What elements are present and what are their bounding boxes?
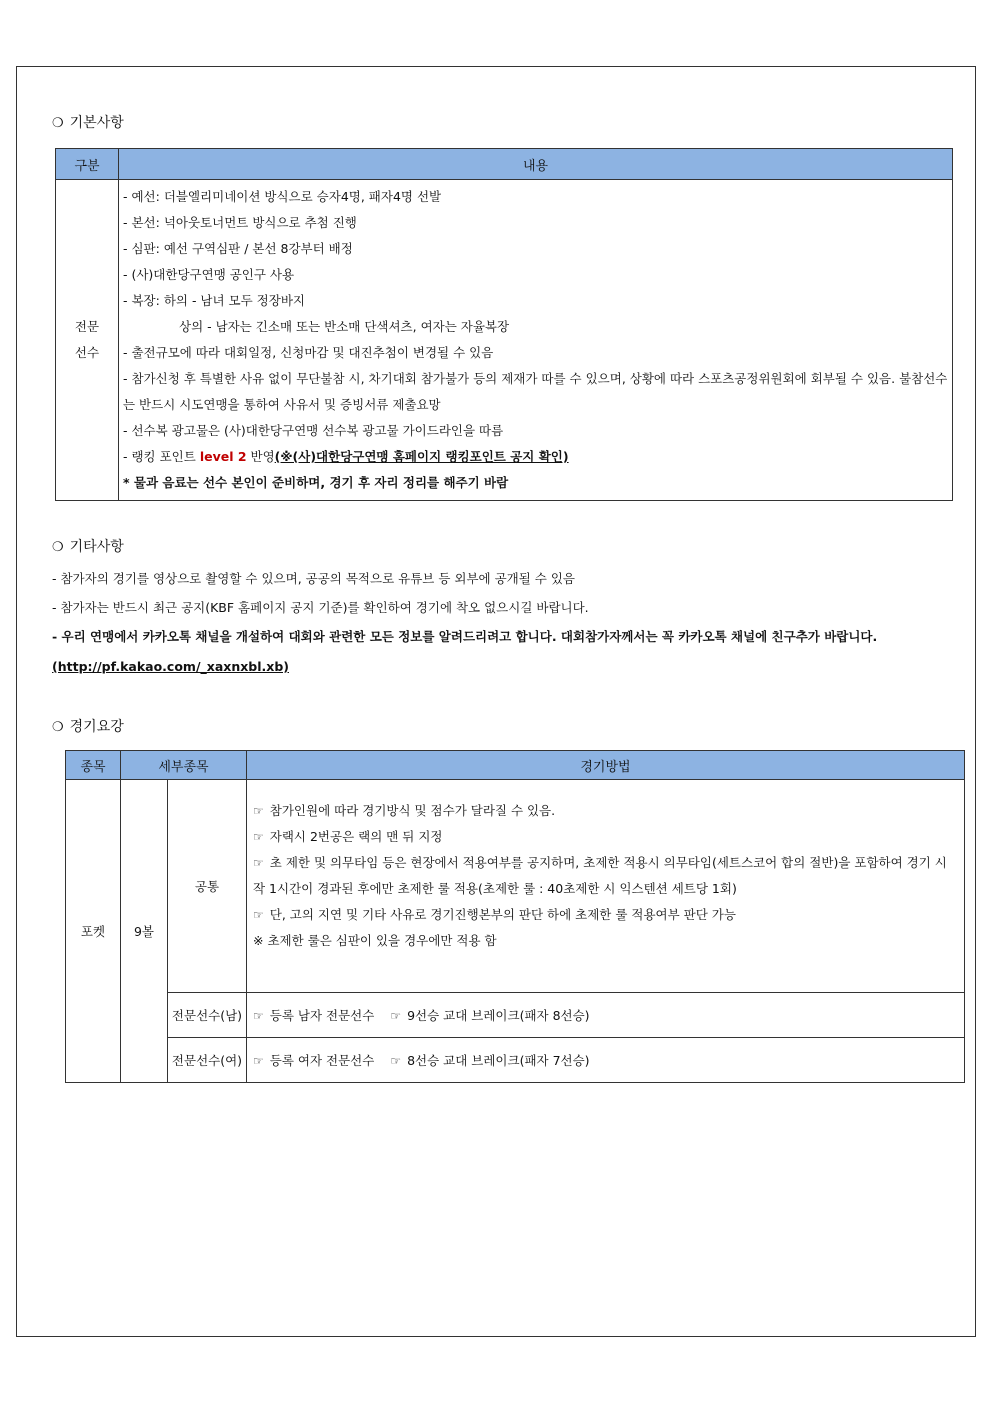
- rule-item: [253, 824, 958, 850]
- competition-rules-table: [65, 750, 965, 1083]
- rule-item: [253, 902, 958, 928]
- rule-item: [253, 850, 958, 902]
- pointing-hand-icon: ☞: [253, 856, 264, 870]
- section-rules-title: [52, 716, 124, 736]
- list-item: - 본선: 넉아웃토너먼트 방식으로 추첨 진행: [123, 215, 357, 230]
- section-title-text: 기타사항: [69, 539, 124, 555]
- section-etc-title: [52, 536, 124, 556]
- circle-bullet-icon: ❍: [52, 720, 64, 735]
- list-item: - 심판: 예선 구역심판 / 본선 8강부터 배정: [123, 241, 353, 256]
- rule-text: 등록 여자 전문선수: [269, 1053, 375, 1068]
- list-item: - 복장: 하의 - 남녀 모두 정장바지: [123, 293, 305, 308]
- pointing-hand-icon: ☞: [253, 1009, 264, 1023]
- list-item: 상의 - 남자는 긴소매 또는 반소매 단색셔츠, 여자는 자율복장: [179, 319, 510, 334]
- table-row: [66, 993, 965, 1038]
- table-row: [66, 1038, 965, 1083]
- kakao-text: - 우리 연맹에서 카카오톡 채널을 개설하여 대회와 관련한 모든 정보를 알려드리려고 합니다. 대회참가자께서는 꼭 카카오톡 채널에 친구추가 바랍니다.: [52, 629, 878, 644]
- list-item: - 예선: 더블엘리미네이션 방식으로 승자4명, 패자4명 선발: [123, 189, 442, 204]
- section-title-text: 기본사항: [69, 115, 124, 131]
- category-cell: [56, 180, 119, 501]
- content-cell: [119, 180, 953, 501]
- sub-event-cell: 9볼: [121, 780, 168, 1083]
- male-rules-cell: [247, 993, 965, 1038]
- rule-item: [253, 798, 958, 824]
- pointing-hand-icon: ☞: [253, 804, 264, 818]
- pointing-hand-icon: ☞: [253, 1054, 264, 1068]
- rule-text: 자랙시 2번공은 랙의 맨 뒤 지정: [269, 829, 443, 844]
- rule-text: 등록 남자 전문선수: [269, 1008, 375, 1023]
- section-basic-title: [52, 112, 124, 132]
- ranking-level: level 2: [199, 449, 247, 464]
- list-item: - 참가신청 후 특별한 사유 없이 무단불참 시, 차기대회 참가불가 등의 제재가 따를 수 있으며, 상황에 따라 스포츠공정위원회에 회부될 수 있음. 불참선수는 반드시 시도연맹을 통하여 사유서 및 증빙서류 제출요망: [123, 371, 948, 412]
- etc-line-kakao: [52, 622, 964, 682]
- list-item: - 선수복 광고물은 (사)대한당구연맹 선수복 광고물 가이드라인을 따름: [123, 423, 504, 438]
- category-text: 선수: [74, 345, 100, 360]
- common-rules-cell: [247, 780, 965, 993]
- circle-bullet-icon: ❍: [52, 540, 64, 555]
- etc-notes: [52, 564, 964, 682]
- header-sub-event: 세부종목: [121, 751, 247, 780]
- etc-line: - 참가자는 반드시 최근 공지(KBF 홈페이지 공지 기준)를 확인하여 경기에 착오 없으시길 바랍니다.: [52, 600, 589, 615]
- female-label-cell: 전문선수(여): [168, 1038, 247, 1083]
- ranking-middle: 반영: [246, 449, 275, 464]
- table-header-row: [66, 751, 965, 780]
- ranking-prefix: - 랭킹 포인트: [123, 449, 200, 464]
- header-category: 구분: [56, 149, 119, 180]
- kakao-link[interactable]: (http://pf.kakao.com/_xaxnxbl.xb): [52, 659, 289, 674]
- table-row: [56, 180, 953, 501]
- rule-text: 단, 고의 지연 및 기타 사유로 경기진행본부의 판단 하에 초제한 룰 적용여부 판단 가능: [269, 907, 736, 922]
- pointing-hand-icon: ☞: [253, 908, 264, 922]
- rule-text: 8선승 교대 브레이크(패자 7선승): [407, 1053, 590, 1068]
- table-header-row: [56, 149, 953, 180]
- female-rules-cell: [247, 1038, 965, 1083]
- header-event: 종목: [66, 751, 121, 780]
- rule-text: 초 제한 및 의무타임 등은 현장에서 적용여부를 공지하며, 초제한 적용시 의무타임(세트스코어 합의 절반)을 포함하여 경기 시작 1시간이 경과된 후에만 초제한 룰 적용(초제한 룰 : 40초제한 시 익스텐션 세트당 1회): [253, 855, 947, 896]
- ranking-item: [123, 444, 948, 470]
- circle-bullet-icon: ❍: [52, 116, 64, 131]
- pointing-hand-icon: ☞: [253, 830, 264, 844]
- list-item: - 출전규모에 따라 대회일정, 신청마감 및 대진추첨이 변경될 수 있음: [123, 345, 494, 360]
- common-label-cell: 공통: [168, 780, 247, 993]
- pointing-hand-icon: ☞: [390, 1009, 402, 1023]
- category-text: 전문: [74, 319, 100, 334]
- basic-info-table: [55, 148, 953, 501]
- closing-note: * 물과 음료는 선수 본인이 준비하며, 경기 후 자리 정리를 해주기 바람: [123, 475, 509, 490]
- list-item: - (사)대한당구연맹 공인구 사용: [123, 267, 295, 282]
- header-method: 경기방법: [247, 751, 965, 780]
- rule-text: 9선승 교대 브레이크(패자 8선승): [407, 1008, 590, 1023]
- male-label-cell: 전문선수(남): [168, 993, 247, 1038]
- table-row: [66, 780, 965, 993]
- pointing-hand-icon: ☞: [390, 1054, 402, 1068]
- etc-line: - 참가자의 경기를 영상으로 촬영할 수 있으며, 공공의 목적으로 유튜브 등 외부에 공개될 수 있음: [52, 571, 575, 586]
- rule-note: ※ 초제한 룰은 심판이 있을 경우에만 적용 함: [253, 933, 497, 948]
- ranking-note: (※(사)대한당구연맹 홈페이지 랭킹포인트 공지 확인): [274, 449, 569, 464]
- event-cell: 포켓: [66, 780, 121, 1083]
- rule-text: 참가인원에 따라 경기방식 및 점수가 달라질 수 있음.: [269, 803, 556, 818]
- header-content: 내용: [119, 149, 953, 180]
- section-title-text: 경기요강: [69, 719, 124, 735]
